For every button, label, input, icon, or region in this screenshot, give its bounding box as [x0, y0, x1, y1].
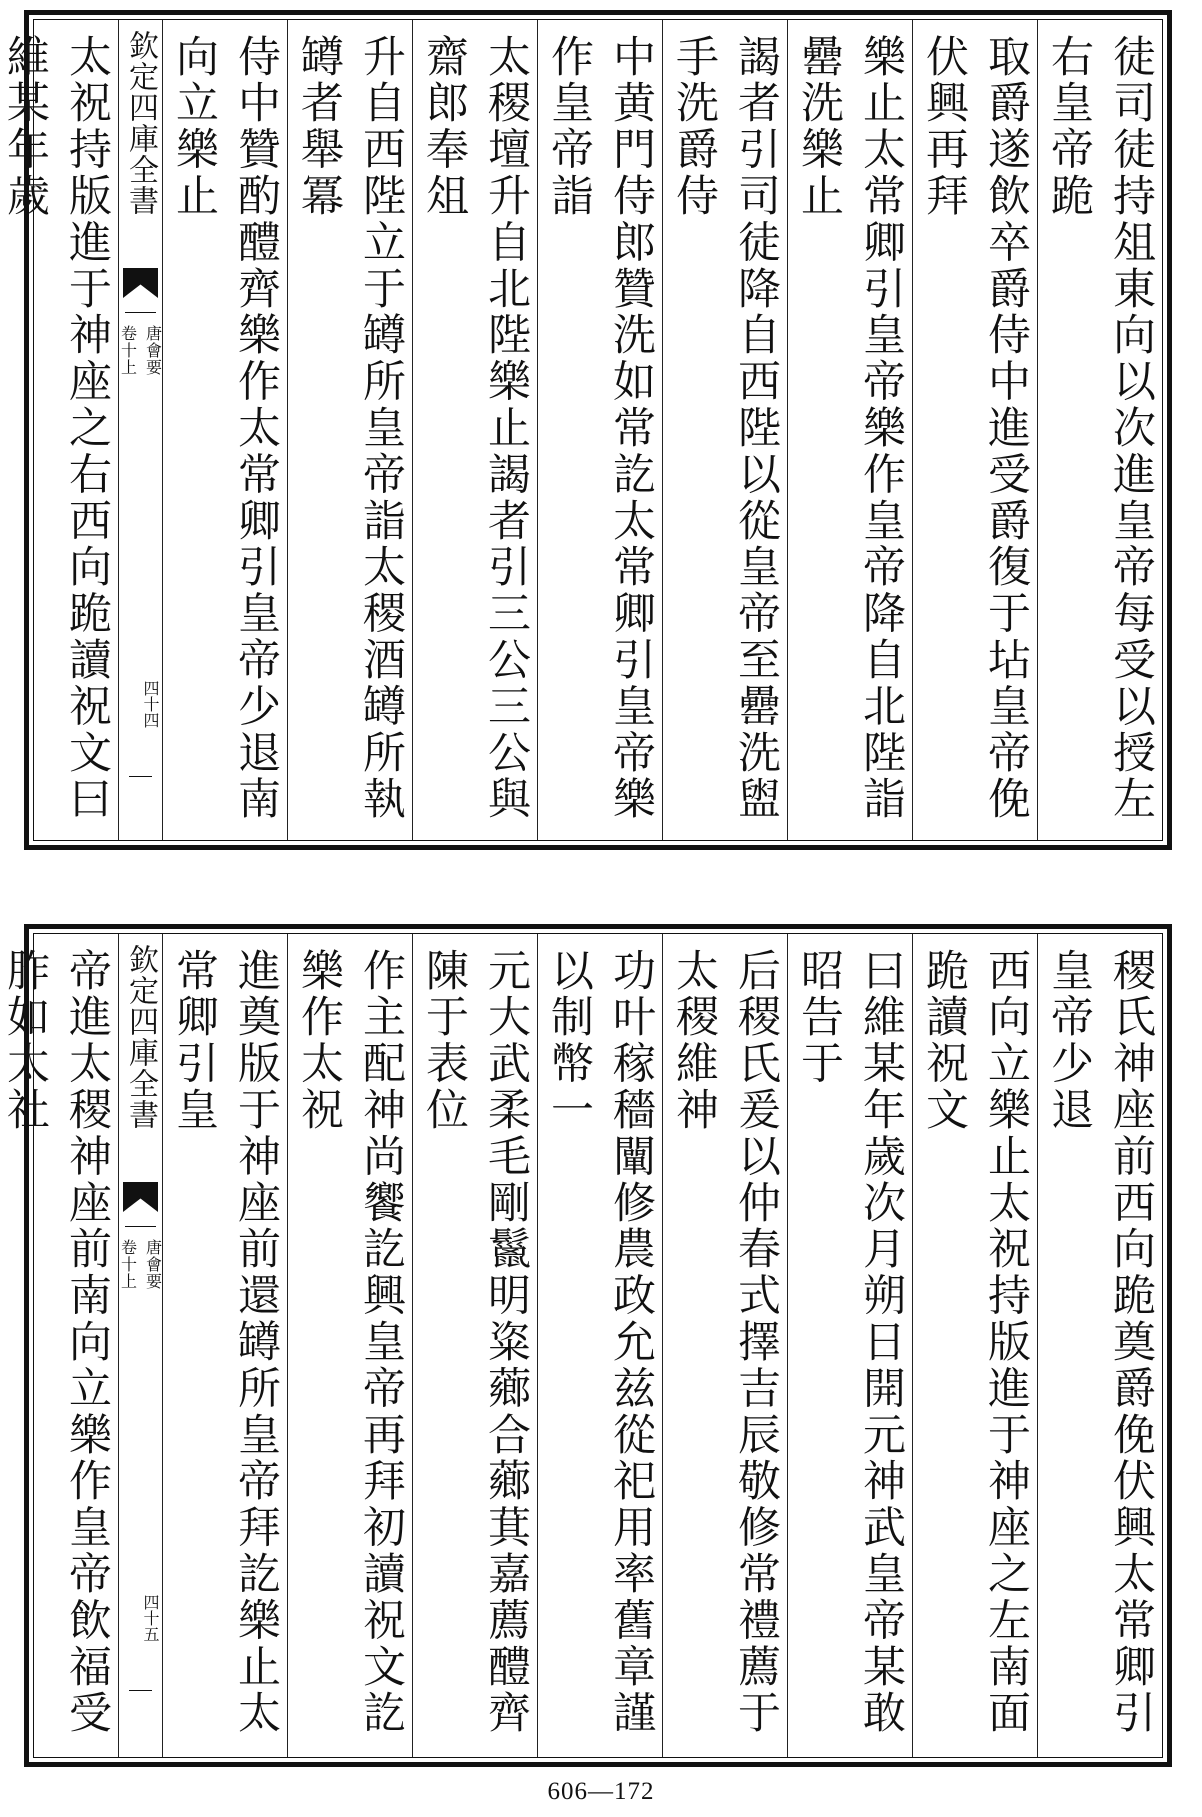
fold-book-name: 唐會要	[143, 1239, 163, 1290]
top-page	[0, 10, 1172, 850]
bottom-fold-strip	[118, 934, 162, 1757]
text-column: 中黄門侍郎贊洗如常訖太常卿引皇帝樂作皇帝詣	[537, 20, 662, 840]
leaf-rule	[129, 1690, 152, 1691]
fishtail-mark	[123, 268, 158, 298]
text-column: 稷氏神座前西向跪奠爵俛伏興太常卿引皇帝少退	[1037, 934, 1162, 1757]
text-column: 進奠版于神座前還罇所皇帝拜訖樂止太常卿引皇	[162, 934, 287, 1757]
fold-volume: 卷十上	[118, 1239, 138, 1290]
text-column: 后稷氏爰以仲春式擇吉辰敬修常禮薦于太稷維神	[662, 934, 787, 1757]
page-number: 606—172	[547, 1778, 655, 1805]
top-fold-strip	[118, 20, 162, 840]
text-column: 太稷壇升自北陛樂止謁者引三公三公與齋郎奉俎	[412, 20, 537, 840]
text-column: 太祝持版進于神座之右西向跪讀祝文曰維某年歲	[0, 20, 118, 840]
text-column: 帝進太稷神座前南向立樂作皇帝飲福受胙如太社	[0, 934, 118, 1757]
fishtail-mark	[123, 1182, 158, 1212]
fold-series-title: 欽定四庫全書	[123, 30, 158, 216]
text-column: 取爵遂飲卒爵侍中進受爵復于坫皇帝俛伏興再拜	[912, 20, 1037, 840]
fold-book-name: 唐會要	[143, 325, 163, 376]
fold-volume: 卷十上	[118, 325, 138, 376]
text-column: 西向立樂止太祝持版進于神座之左南面跪讀祝文	[912, 934, 1037, 1757]
bottom-text-columns	[0, 934, 1162, 1757]
fold-book-title	[119, 325, 162, 376]
bottom-page	[0, 924, 1172, 1767]
leaf-number: 四十五	[141, 1594, 160, 1642]
top-text-columns	[0, 20, 1162, 840]
text-column: 侍中贊酌醴齊樂作太常卿引皇帝少退南向立樂止	[162, 20, 287, 840]
text-column: 作主配神尚饗訖興皇帝再拜初讀祝文訖樂作太祝	[287, 934, 412, 1757]
fold-series-title: 欽定四庫全書	[123, 944, 158, 1130]
text-column: 徒司徒持俎東向以次進皇帝每受以授左右皇帝跪	[1037, 20, 1162, 840]
fold-book-title	[119, 1239, 162, 1290]
leaf-rule	[129, 776, 152, 777]
text-column: 樂止太常卿引皇帝樂作皇帝降自北陛詣罍洗樂止	[787, 20, 912, 840]
fishtail-rule	[125, 1226, 156, 1227]
fishtail-rule	[125, 312, 156, 313]
text-column: 功叶稼穡闡修農政允兹從祀用率舊章謹以制幣一	[537, 934, 662, 1757]
text-column: 謁者引司徒降自西陛以從皇帝至罍洗盥手洗爵侍	[662, 20, 787, 840]
text-column: 元大武柔毛剛鬣明粢薌合薌萁嘉薦醴齊陳于表位	[412, 934, 537, 1757]
text-column: 曰維某年歲次月朔日開元神武皇帝某敢昭告于	[787, 934, 912, 1757]
leaf-number: 四十四	[141, 680, 160, 728]
text-column: 升自西陛立于罇所皇帝詣太稷酒罇所執罇者舉冪	[287, 20, 412, 840]
